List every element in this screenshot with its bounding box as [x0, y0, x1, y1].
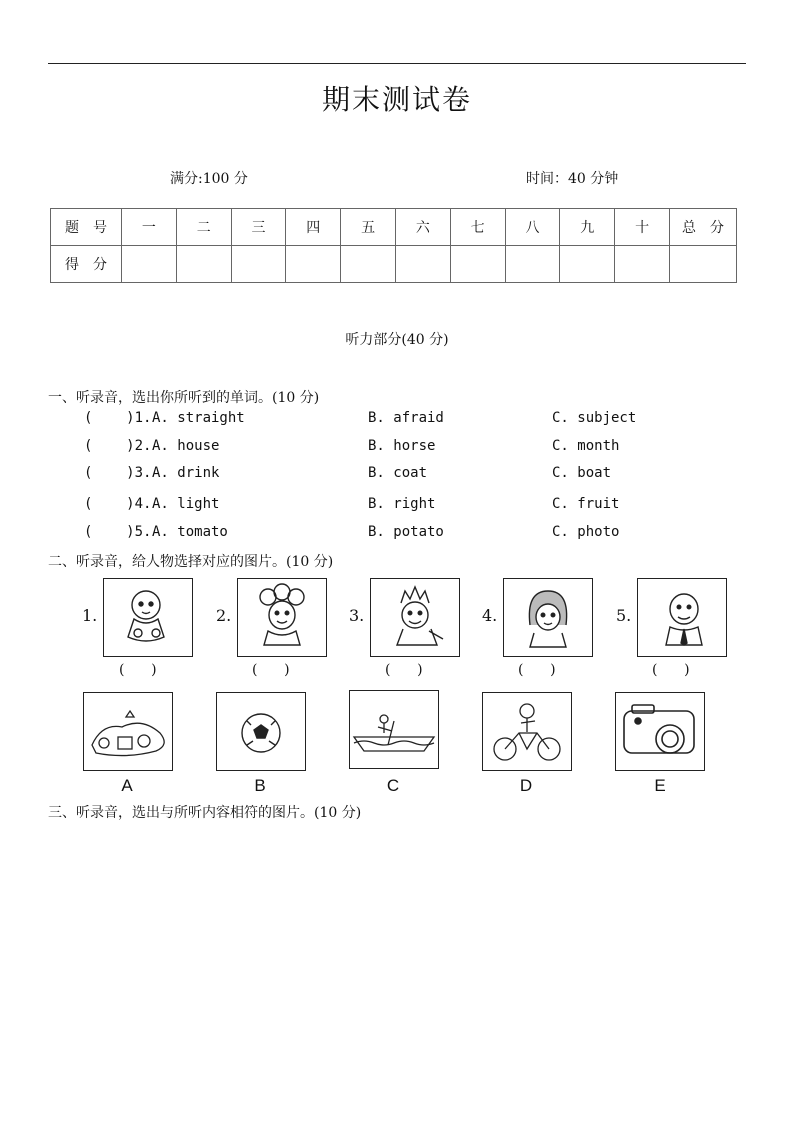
option-c: C. month — [552, 438, 620, 454]
answer-blank[interactable]: ( ) — [119, 662, 157, 678]
question-number[interactable]: ( )2. — [84, 438, 152, 454]
section1-title: 一、听录音，选出你所听到的单词。(10 分) — [48, 390, 320, 406]
listening-header: 听力部分(40 分) — [345, 332, 449, 348]
score-entry-cell[interactable] — [450, 246, 505, 283]
girl-bob-hair-icon — [503, 578, 593, 657]
question-number[interactable]: ( )3. — [84, 465, 152, 481]
header-rule — [48, 63, 746, 64]
option-b: B. potato — [368, 524, 444, 540]
score-entry-cell[interactable] — [505, 246, 560, 283]
baby-icon — [103, 578, 193, 657]
answer-blank[interactable]: ( ) — [652, 662, 690, 678]
score-table-header-row — [51, 209, 737, 246]
score-table-cell: 五 — [341, 209, 396, 246]
score-entry-cell[interactable] — [670, 246, 737, 283]
score-table-cell: 题 号 — [51, 209, 122, 246]
question-number[interactable]: ( )1. — [84, 410, 152, 426]
score-entry-cell[interactable] — [615, 246, 670, 283]
answer-blank[interactable]: ( ) — [385, 662, 423, 678]
score-table-cell: 七 — [450, 209, 505, 246]
grandpa-icon — [637, 578, 727, 657]
full-score: 满分:100 分 — [170, 171, 248, 187]
option-c: C. boat — [552, 465, 612, 481]
score-table-cell: 总 分 — [670, 209, 737, 246]
score-entry-cell[interactable] — [231, 246, 286, 283]
section3-title: 三、听录音，选出与所听内容相符的图片。(10 分) — [48, 805, 362, 821]
question-number[interactable]: ( )5. — [84, 524, 152, 540]
option-a: A. drink — [152, 465, 220, 481]
score-table-cell: 三 — [231, 209, 286, 246]
score-table-cell: 九 — [560, 209, 615, 246]
football-icon — [216, 692, 306, 771]
person-number: 3. — [349, 606, 365, 625]
option-letter: C — [386, 776, 400, 795]
score-entry-cell[interactable] — [122, 246, 177, 283]
person-number: 1. — [82, 606, 98, 625]
score-table-cell: 十 — [615, 209, 670, 246]
girl-curly-hair-icon — [237, 578, 327, 657]
option-b: B. horse — [368, 438, 436, 454]
score-table-cell: 四 — [286, 209, 341, 246]
option-a: A. light — [152, 496, 220, 512]
score-entry-cell[interactable] — [560, 246, 615, 283]
score-table-cell: 二 — [176, 209, 231, 246]
option-c: C. subject — [552, 410, 637, 426]
option-letter: B — [254, 776, 266, 795]
score-table-cell: 六 — [395, 209, 450, 246]
person-number: 5. — [616, 606, 632, 625]
score-entry-cell[interactable] — [176, 246, 231, 283]
answer-blank[interactable]: ( ) — [518, 662, 556, 678]
toys-icon — [83, 692, 173, 771]
camera-icon — [615, 692, 705, 771]
bike-rider-icon — [482, 692, 572, 771]
person-number: 4. — [482, 606, 498, 625]
option-a: A. tomato — [152, 524, 228, 540]
option-c: C. fruit — [552, 496, 620, 512]
option-letter: A — [121, 776, 133, 795]
exam-time: 时间：40 分钟 — [526, 171, 619, 187]
option-c: C. photo — [552, 524, 620, 540]
page-title: 期末测试卷 — [321, 83, 472, 116]
score-entry-cell[interactable] — [341, 246, 396, 283]
score-table-cell: 八 — [505, 209, 560, 246]
option-b: B. right — [368, 496, 436, 512]
score-table-score-row — [51, 246, 737, 283]
section2-title: 二、听录音，给人物选择对应的图片。(10 分) — [48, 554, 334, 570]
option-a: A. house — [152, 438, 220, 454]
question-number[interactable]: ( )4. — [84, 496, 152, 512]
score-entry-cell[interactable] — [286, 246, 341, 283]
option-b: B. afraid — [368, 410, 444, 426]
option-a: A. straight — [152, 410, 245, 426]
option-letter: D — [519, 776, 533, 795]
option-b: B. coat — [368, 465, 428, 481]
score-table-cell: 一 — [122, 209, 177, 246]
option-letter: E — [654, 776, 666, 795]
score-entry-cell[interactable] — [395, 246, 450, 283]
boat-icon — [349, 690, 439, 769]
answer-blank[interactable]: ( ) — [252, 662, 290, 678]
boy-spiky-hair-icon — [370, 578, 460, 657]
score-table — [50, 208, 737, 283]
person-number: 2. — [216, 606, 232, 625]
score-table-cell: 得 分 — [51, 246, 122, 283]
